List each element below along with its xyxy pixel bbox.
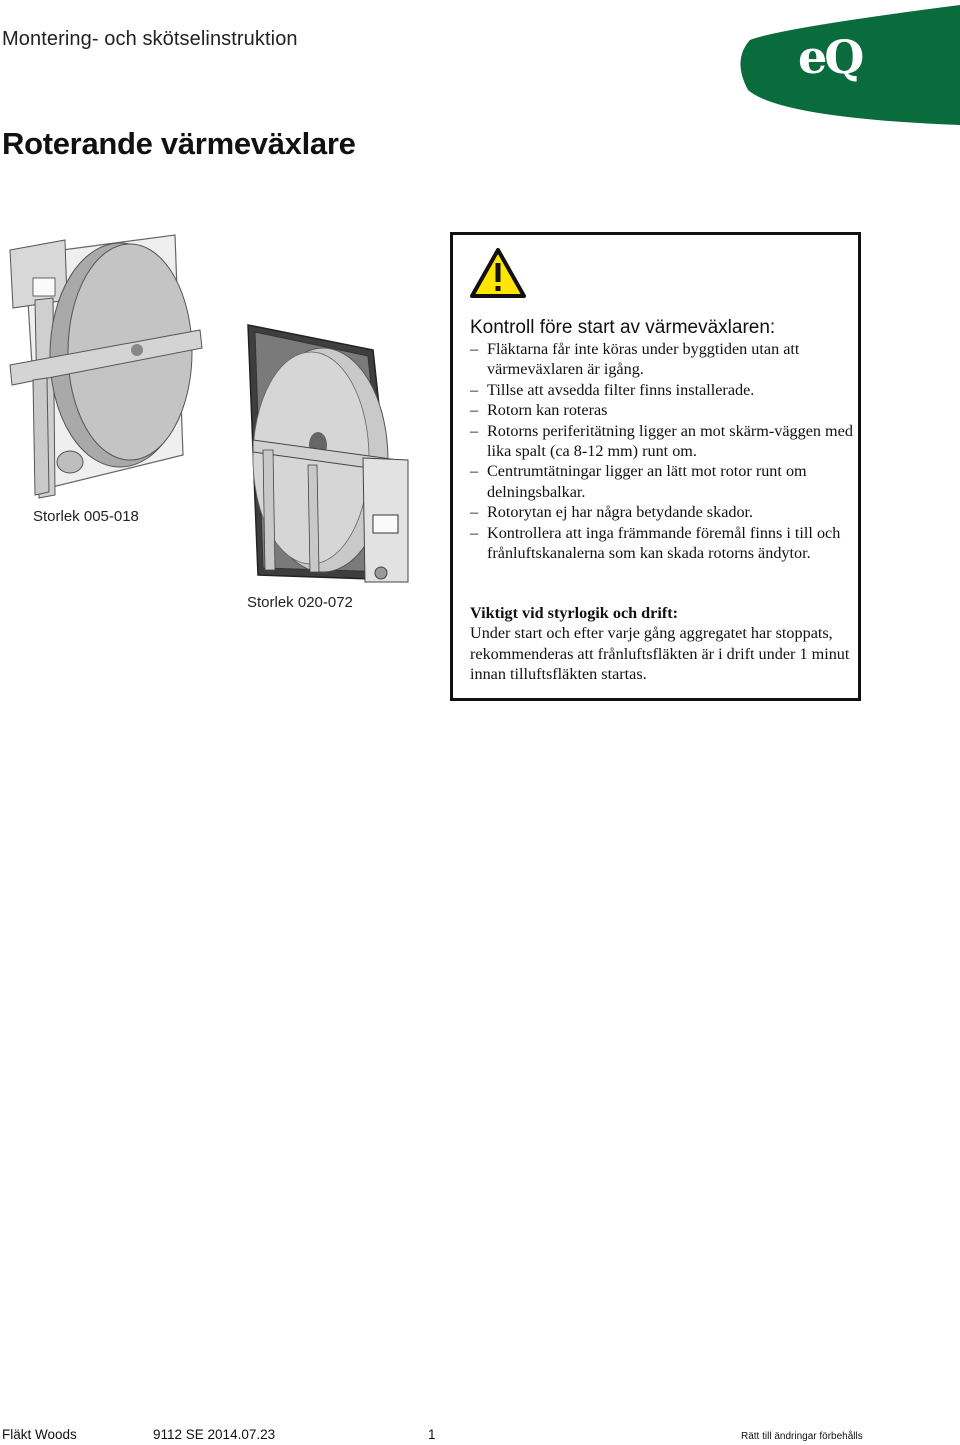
footer-page-number: 1 [428,1427,436,1442]
document-header-title: Montering- och skötselinstruktion [2,28,298,50]
list-item [470,523,855,564]
footer-doc-number: 9112 SE 2014.07.23 [153,1427,276,1442]
dash-bullet: – [470,340,479,358]
list-item-text: Rotorytan ej har några betydande skador. [487,503,754,522]
list-item [470,461,855,502]
dash-bullet: – [470,462,479,481]
important-title: Viktigt vid styrlogik och drift: [470,604,679,622]
footer-company: Fläkt Woods [2,1427,77,1442]
list-item-text: Centrumtätningar ligger an lätt mot rotor runt om delningsbalkar. [487,462,807,501]
pre-start-check-notice [450,232,861,701]
logo-text: eQ [798,30,862,84]
dash-bullet: – [470,523,479,542]
figure-caption-large: Storlek 020-072 [247,594,353,611]
list-item-text: Fläktarna får inte köras under byggtiden utan att värmeväxlaren är igång. [487,340,800,379]
dash-bullet: – [470,503,479,522]
page-title: Roterande värmeväxlare [2,126,356,161]
rotary-heat-exchanger-small-illustration [5,230,210,505]
eq-logo [740,0,960,125]
warning-triangle-icon [469,247,527,299]
list-item-text: Rotorn kan roteras [487,401,608,420]
rotary-heat-exchanger-large-illustration [233,290,413,590]
list-item [470,502,855,522]
dash-bullet: – [470,401,479,420]
list-item [470,380,855,400]
notice-heading: Kontroll före start av värmeväxlaren: [470,317,776,338]
list-item-text: Kontrollera att inga främmande föremål finns i till och frånluftskanalerna som kan skada rotorns ändytor. [487,523,841,563]
important-text: Under start och efter varje gång aggregatet har stoppats, rekommenderas att frånluftsfläkten är i drift under 1 minut innan tilluftsfläkten startas. [470,624,850,684]
list-item [470,400,855,420]
dash-bullet: – [470,421,479,440]
list-item [470,421,855,462]
list-item-text: Tillse att avsedda filter finns installerade. [487,380,755,399]
check-list [470,339,855,563]
list-item [470,339,855,380]
figure-caption-small: Storlek 005-018 [33,508,139,525]
important-note [470,603,855,685]
dash-bullet: – [470,380,479,399]
footer-rights: Rätt till ändringar förbehålls [741,1431,863,1442]
list-item-text: Rotorns periferitätning ligger an mot skärm-väggen med lika spalt (ca 8-12 mm) runt om. [487,421,853,461]
